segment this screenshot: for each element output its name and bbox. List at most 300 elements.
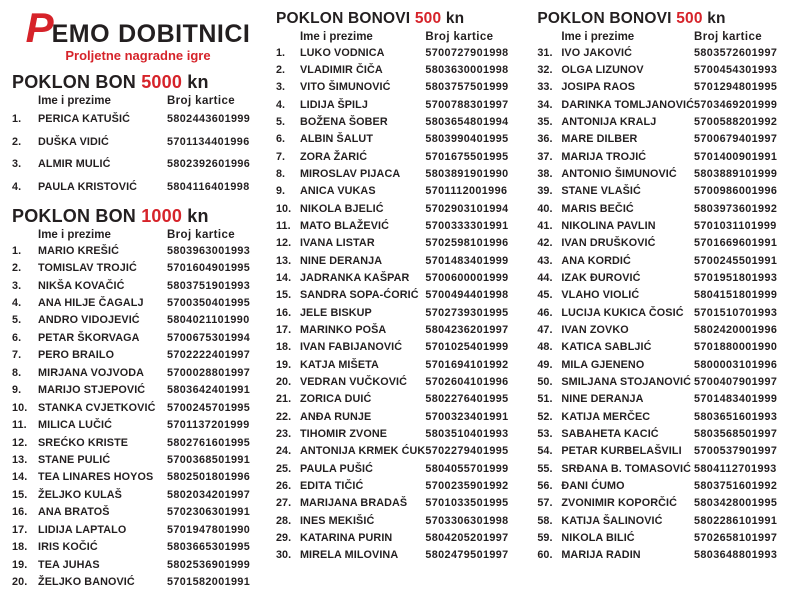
winner-card-number: 5802392601996 bbox=[166, 158, 251, 171]
winner-row bbox=[537, 269, 794, 286]
winner-card-number: 5701134401996 bbox=[166, 135, 250, 148]
winner-name: JELE BISKUP bbox=[299, 306, 372, 319]
winner-row bbox=[537, 547, 794, 564]
winner-name: EDITA TIČIĆ bbox=[299, 479, 364, 492]
section-title-prefix: POKLON BON bbox=[12, 72, 137, 92]
winner-number: 4. bbox=[12, 180, 22, 193]
winner-number: 53. bbox=[537, 427, 553, 440]
winner-card-number: 5803651601993 bbox=[694, 410, 778, 423]
winner-row bbox=[12, 364, 264, 381]
winner-name: IVO JAKOVIĆ bbox=[561, 46, 633, 59]
winner-card-number: 5700333301991 bbox=[425, 219, 509, 232]
winner-row bbox=[537, 529, 794, 546]
winner-row bbox=[537, 148, 794, 165]
winner-card-number: 5701880001990 bbox=[694, 341, 778, 354]
winner-name: STANE PULIĆ bbox=[38, 453, 111, 466]
card-column-header: Broj kartice bbox=[425, 31, 494, 43]
winner-row bbox=[276, 269, 525, 286]
winner-name: MIROSLAV PIJACA bbox=[299, 167, 401, 180]
winner-row bbox=[276, 131, 525, 148]
winner-number: 35. bbox=[537, 115, 553, 128]
winner-number: 22. bbox=[275, 410, 292, 423]
winner-row bbox=[276, 443, 525, 460]
column-right bbox=[537, 8, 794, 566]
winner-card-number: 5702739301995 bbox=[425, 306, 509, 319]
winner-number: 34. bbox=[537, 98, 553, 111]
winner-card-number: 5803963001993 bbox=[166, 244, 251, 257]
winner-name: ANA KORDIĆ bbox=[561, 254, 631, 267]
winner-number: 43. bbox=[537, 254, 553, 267]
winner-card-number: 5800003101996 bbox=[694, 358, 778, 371]
winner-row bbox=[276, 287, 525, 304]
winner-name: ZVONIMIR KOPORČIĆ bbox=[561, 497, 677, 510]
winner-row bbox=[276, 477, 525, 494]
winner-row bbox=[12, 347, 264, 364]
winner-number: 2. bbox=[12, 262, 22, 275]
winner-card-number: 5802443601999 bbox=[166, 113, 251, 126]
section-title-prefix: POKLON BON bbox=[12, 206, 137, 226]
winner-row bbox=[12, 504, 264, 521]
winner-row bbox=[12, 434, 264, 451]
winner-row bbox=[276, 217, 525, 234]
winner-row bbox=[537, 460, 794, 477]
winner-row bbox=[276, 356, 525, 373]
winner-row bbox=[12, 312, 264, 329]
winner-number: 3. bbox=[275, 81, 286, 94]
winner-name: ĐANI ĆUMO bbox=[561, 479, 625, 492]
winner-row bbox=[537, 96, 794, 113]
winner-row bbox=[537, 512, 794, 529]
winner-name: MARE DILBER bbox=[561, 133, 638, 146]
winner-name: VLAHO VIOLIĆ bbox=[561, 289, 640, 302]
winner-name: ZORA ŽARIĆ bbox=[299, 150, 368, 163]
winner-number: 26. bbox=[275, 479, 292, 492]
winner-row bbox=[537, 287, 794, 304]
winner-card-number: 5701675501995 bbox=[425, 150, 509, 163]
winner-name: SMILJANA STOJANOVIĆ bbox=[561, 375, 692, 388]
winner-name: ANDRO VIDOJEVIĆ bbox=[38, 314, 140, 327]
winner-card-number: 5701112001996 bbox=[425, 185, 508, 198]
winner-card-number: 5701582001991 bbox=[166, 576, 251, 589]
winner-row bbox=[537, 183, 794, 200]
winner-number: 5. bbox=[12, 314, 22, 327]
winner-card-number: 5803510401993 bbox=[425, 427, 509, 440]
winner-name: SABAHETA KACIĆ bbox=[561, 427, 659, 440]
winner-card-number: 5700675301994 bbox=[166, 331, 251, 344]
winner-row bbox=[537, 443, 794, 460]
card-column-header: Broj kartice bbox=[166, 229, 236, 241]
winner-number: 59. bbox=[537, 531, 553, 544]
winner-row bbox=[12, 556, 264, 573]
winner-number: 8. bbox=[275, 167, 286, 180]
winner-name: IRIS KOČIĆ bbox=[38, 541, 98, 554]
winner-number: 20. bbox=[12, 576, 28, 589]
winner-number: 31. bbox=[537, 46, 553, 59]
winner-card-number: 5802761601995 bbox=[166, 436, 251, 449]
winner-name: ANA HILJE ČAGALJ bbox=[38, 297, 144, 310]
winner-card-number: 5700600001999 bbox=[425, 271, 509, 284]
winner-row bbox=[537, 79, 794, 96]
winner-card-number: 5803751601992 bbox=[694, 479, 778, 492]
winner-card-number: 5701483401999 bbox=[694, 393, 778, 406]
section-currency: kn bbox=[187, 206, 209, 226]
winner-row bbox=[537, 165, 794, 182]
winner-name: PETAR KURBELAŠVILI bbox=[561, 445, 682, 458]
winner-card-number: 5700028801997 bbox=[166, 366, 251, 379]
winner-row bbox=[12, 451, 264, 468]
winner-number: 7. bbox=[275, 150, 286, 163]
winner-row bbox=[12, 259, 264, 276]
winner-name: IVANA LISTAR bbox=[299, 237, 375, 250]
winner-number: 2. bbox=[275, 63, 286, 76]
section-currency: kn bbox=[187, 72, 209, 92]
winner-row bbox=[276, 148, 525, 165]
winner-number: 10. bbox=[12, 401, 28, 414]
name-column-header: Ime i prezime bbox=[299, 31, 373, 43]
winner-card-number: 5804112701993 bbox=[694, 462, 777, 475]
winner-number: 39. bbox=[537, 185, 553, 198]
winner-row bbox=[276, 235, 525, 252]
winner-number: 25. bbox=[275, 462, 292, 475]
winner-card-number: 5804116401998 bbox=[166, 180, 250, 193]
winner-number: 55. bbox=[537, 462, 553, 475]
winner-number: 57. bbox=[537, 497, 553, 510]
winner-card-number: 5701694101992 bbox=[425, 358, 509, 371]
winner-row bbox=[537, 235, 794, 252]
section-amount: 500 bbox=[414, 10, 442, 27]
winner-name: TEA LINARES HOYOS bbox=[38, 471, 154, 484]
winner-name: MIRJANA VOJVODA bbox=[38, 366, 145, 379]
winner-card-number: 5702598101996 bbox=[425, 237, 509, 250]
winner-row bbox=[12, 486, 264, 503]
name-column-header: Ime i prezime bbox=[38, 229, 111, 241]
winner-row bbox=[276, 460, 525, 477]
winner-card-number: 5700679401997 bbox=[694, 133, 778, 146]
winner-name: LUKO VODNICA bbox=[299, 46, 385, 59]
winner-card-number: 5803757501999 bbox=[425, 81, 509, 94]
winner-name: TOMISLAV TROJIĆ bbox=[38, 262, 137, 275]
winner-name: MATO BLAŽEVIĆ bbox=[299, 219, 390, 232]
winner-name: NIKOLA BJELIĆ bbox=[299, 202, 384, 215]
section-title-bon-1000 bbox=[12, 206, 264, 226]
winner-number: 9. bbox=[275, 185, 286, 198]
winner-row bbox=[537, 339, 794, 356]
winner-number: 42. bbox=[537, 237, 553, 250]
winner-card-number: 5803665301995 bbox=[166, 541, 251, 554]
winner-row bbox=[537, 391, 794, 408]
section-title-prefix: POKLON BONOVI bbox=[537, 10, 672, 27]
winner-card-number: 5700727901998 bbox=[425, 46, 509, 59]
winner-name: PAULA KRISTOVIĆ bbox=[38, 180, 138, 193]
winner-number: 1. bbox=[12, 244, 22, 257]
subtitle: Proljetne nagradne igre bbox=[65, 48, 211, 63]
winner-card-number: 5702604101996 bbox=[425, 375, 509, 388]
winner-card-number: 5702306301991 bbox=[166, 506, 251, 519]
winner-number: 11. bbox=[275, 219, 291, 232]
winner-number: 3. bbox=[12, 158, 22, 171]
winner-name: DARINKA TOMLJANOVIĆ bbox=[561, 98, 694, 111]
column-headers bbox=[537, 30, 794, 44]
winner-name: PAULA PUŠIĆ bbox=[299, 462, 374, 475]
winner-number: 23. bbox=[275, 427, 292, 440]
winner-number: 17. bbox=[12, 523, 28, 536]
winner-list-500-a bbox=[276, 44, 525, 564]
winner-number: 29. bbox=[275, 531, 292, 544]
column-headers bbox=[12, 94, 264, 108]
winner-name: PERO BRAILO bbox=[38, 349, 115, 362]
winner-number: 11. bbox=[12, 419, 27, 432]
winner-card-number: 5702279401995 bbox=[425, 445, 509, 458]
winner-name: JADRANKA KAŠPAR bbox=[299, 271, 410, 284]
winner-name: OLGA LIZUNOV bbox=[561, 63, 644, 76]
winner-name: ANĐA RUNJE bbox=[299, 410, 372, 423]
winner-card-number: 5803891901990 bbox=[425, 167, 509, 180]
winner-row bbox=[537, 44, 794, 61]
winner-row bbox=[12, 108, 264, 131]
winner-row bbox=[12, 521, 264, 538]
winner-name: VEDRAN VUČKOVIĆ bbox=[299, 375, 408, 388]
winner-number: 60. bbox=[537, 549, 553, 562]
winner-number: 24. bbox=[275, 445, 292, 458]
winner-number: 15. bbox=[275, 289, 292, 302]
winner-number: 16. bbox=[275, 306, 292, 319]
winner-name: IVAN FABIJANOVIĆ bbox=[299, 341, 403, 354]
winner-row bbox=[12, 176, 264, 199]
winner-card-number: 5701951801993 bbox=[694, 271, 778, 284]
winner-name: PERICA KATUŠIĆ bbox=[38, 113, 130, 126]
winner-row bbox=[276, 321, 525, 338]
winner-row bbox=[276, 61, 525, 78]
winner-name: KATARINA PURIN bbox=[299, 531, 393, 544]
winner-list-500-b bbox=[537, 44, 794, 564]
card-column-header: Broj kartice bbox=[166, 95, 236, 107]
winner-number: 6. bbox=[275, 133, 286, 146]
winner-name: ANTONIO ŠIMUNOVIĆ bbox=[561, 167, 677, 180]
winner-number: 13. bbox=[275, 254, 292, 267]
winner-number: 12. bbox=[12, 436, 28, 449]
winner-number: 13. bbox=[12, 453, 28, 466]
winner-card-number: 5803568501997 bbox=[694, 427, 778, 440]
winner-number: 32. bbox=[537, 63, 553, 76]
winner-name: BOŽENA ŠOBER bbox=[299, 115, 388, 128]
winner-number: 1. bbox=[275, 46, 286, 59]
winner-name: NIKOLA BILIĆ bbox=[561, 531, 635, 544]
winner-card-number: 5701025401999 bbox=[425, 341, 509, 354]
winner-row bbox=[276, 304, 525, 321]
winner-name: IVAN DRUŠKOVIĆ bbox=[561, 237, 656, 250]
winner-list-5000 bbox=[12, 108, 264, 198]
winner-row bbox=[12, 399, 264, 416]
winner-number: 36. bbox=[537, 133, 553, 146]
winner-card-number: 5803642401991 bbox=[166, 384, 251, 397]
winner-number: 41. bbox=[537, 219, 553, 232]
winner-card-number: 5700407901997 bbox=[694, 375, 778, 388]
winner-card-number: 5701510701993 bbox=[694, 306, 778, 319]
winner-row bbox=[276, 183, 525, 200]
winner-number: 10. bbox=[275, 202, 292, 215]
winner-name: KATIJA ŠALINOVIĆ bbox=[561, 514, 663, 527]
winner-name: ANA BRATOŠ bbox=[38, 506, 110, 519]
winner-name: MILA GJENENO bbox=[561, 358, 645, 371]
winner-number: 28. bbox=[275, 514, 292, 527]
winner-row bbox=[276, 96, 525, 113]
winner-number: 4. bbox=[12, 297, 22, 310]
winner-card-number: 5802501801996 bbox=[166, 471, 251, 484]
winner-number: 18. bbox=[275, 341, 292, 354]
winner-number: 14. bbox=[12, 471, 28, 484]
winner-name: ŽELJKO BANOVIĆ bbox=[38, 576, 135, 589]
winner-number: 40. bbox=[537, 202, 553, 215]
winner-row bbox=[537, 425, 794, 442]
winner-card-number: 5701400901991 bbox=[694, 150, 778, 163]
winner-name: STANKA CVJETKOVIĆ bbox=[38, 401, 156, 414]
winner-name: NINE DERANJA bbox=[561, 393, 644, 406]
winner-number: 5. bbox=[275, 115, 286, 128]
winner-card-number: 5802536901999 bbox=[166, 558, 251, 571]
winner-number: 51. bbox=[537, 393, 553, 406]
winner-name: SRĐANA B. TOMASOVIĆ bbox=[561, 462, 691, 475]
winner-card-number: 5803630001998 bbox=[425, 63, 509, 76]
winner-row bbox=[276, 44, 525, 61]
section-currency: kn bbox=[707, 10, 726, 27]
winner-name: MILICA LUČIĆ bbox=[38, 419, 112, 432]
winner-number: 2. bbox=[12, 135, 22, 148]
winner-number: 19. bbox=[12, 558, 28, 571]
winner-card-number: 5804205201997 bbox=[425, 531, 509, 544]
section-title-bonovi-500-b bbox=[537, 10, 794, 28]
winner-number: 30. bbox=[275, 549, 292, 562]
winner-name: ALBIN ŠALUT bbox=[299, 133, 374, 146]
winner-name: IVAN ZOVKO bbox=[561, 323, 629, 336]
winner-number: 46. bbox=[537, 306, 553, 319]
winner-name: DUŠKA VIDIĆ bbox=[38, 135, 109, 148]
winner-number: 15. bbox=[12, 488, 28, 501]
winner-name: MARIO KREŠIĆ bbox=[38, 244, 119, 257]
name-column-header: Ime i prezime bbox=[561, 31, 635, 43]
winner-name: NINE DERANJA bbox=[299, 254, 383, 267]
winner-row bbox=[12, 153, 264, 176]
winner-number: 47. bbox=[537, 323, 553, 336]
pemo-logo-emo: EMO bbox=[51, 20, 111, 48]
winner-row bbox=[276, 547, 525, 564]
winner-row bbox=[276, 512, 525, 529]
winner-number: 52. bbox=[537, 410, 553, 423]
winner-card-number: 5700323401991 bbox=[425, 410, 509, 423]
winner-name: LIDIJA ŠPILJ bbox=[299, 98, 368, 111]
winner-number: 45. bbox=[537, 289, 553, 302]
winner-number: 56. bbox=[537, 479, 553, 492]
winner-row bbox=[276, 408, 525, 425]
winner-row bbox=[537, 356, 794, 373]
winner-card-number: 5700537901997 bbox=[694, 445, 778, 458]
winner-number: 6. bbox=[12, 331, 22, 344]
winner-name: ANICA VUKAS bbox=[299, 185, 376, 198]
winner-name: ANTONIJA KRMEK ĆUK bbox=[299, 445, 426, 458]
winner-row bbox=[12, 416, 264, 433]
winner-name: KATICA SABLJIĆ bbox=[561, 341, 652, 354]
winner-name: MARIJO STJEPOVIĆ bbox=[38, 384, 146, 397]
winner-name: TIHOMIR ZVONE bbox=[299, 427, 388, 440]
winner-number: 9. bbox=[12, 384, 22, 397]
section-title-bonovi-500-a bbox=[276, 10, 525, 28]
winner-card-number: 5803572601997 bbox=[694, 46, 778, 59]
winner-card-number: 5700235901992 bbox=[425, 479, 509, 492]
winner-name: LUCIJA KUKICA ČOSIĆ bbox=[561, 306, 684, 319]
section-amount: 500 bbox=[676, 10, 703, 27]
winner-name: MARIJANA BRADAŠ bbox=[299, 497, 408, 510]
winner-name: ŽELJKO KULAŠ bbox=[38, 488, 122, 501]
winner-number: 44. bbox=[537, 271, 553, 284]
winner-row bbox=[12, 294, 264, 311]
winner-name: STANE VLAŠIĆ bbox=[561, 185, 641, 198]
winner-card-number: 5701669601991 bbox=[694, 237, 778, 250]
winner-row bbox=[12, 469, 264, 486]
section-title-prefix: POKLON BONOVI bbox=[275, 10, 411, 27]
winner-card-number: 5701294801995 bbox=[694, 81, 778, 94]
winner-number: 18. bbox=[12, 541, 28, 554]
winner-number: 7. bbox=[12, 349, 22, 362]
winner-name: ANTONIJA KRALJ bbox=[561, 115, 657, 128]
winner-row bbox=[276, 425, 525, 442]
winner-number: 38. bbox=[537, 167, 553, 180]
winner-row bbox=[537, 477, 794, 494]
card-column-header: Broj kartice bbox=[694, 31, 763, 43]
winner-row bbox=[276, 113, 525, 130]
column-middle bbox=[276, 8, 525, 566]
winner-card-number: 5803428001995 bbox=[694, 497, 778, 510]
winner-name: MARIJA RADIN bbox=[561, 549, 641, 562]
winner-card-number: 5702222401997 bbox=[166, 349, 251, 362]
winner-card-number: 5802286101991 bbox=[694, 514, 778, 527]
winner-row bbox=[276, 373, 525, 390]
winner-card-number: 5803973601992 bbox=[694, 202, 778, 215]
winner-row bbox=[537, 321, 794, 338]
winner-row bbox=[12, 538, 264, 555]
winner-row bbox=[12, 242, 264, 259]
winner-card-number: 5701033501995 bbox=[425, 497, 509, 510]
winner-row bbox=[12, 573, 264, 590]
winner-row bbox=[537, 113, 794, 130]
winner-number: 21. bbox=[275, 393, 292, 406]
pemo-logo-p: P bbox=[25, 4, 54, 51]
winner-card-number: 5802276401995 bbox=[425, 393, 509, 406]
winner-card-number: 5700788301997 bbox=[425, 98, 509, 111]
winner-row bbox=[537, 217, 794, 234]
winner-name: VLADIMIR ČIČA bbox=[299, 63, 383, 76]
winner-name: TEA JUHAS bbox=[38, 558, 100, 571]
winner-card-number: 5802479501997 bbox=[425, 549, 509, 562]
winner-card-number: 5703306301998 bbox=[425, 514, 509, 527]
winner-name: SANDRA SOPA-ĆORIĆ bbox=[299, 289, 419, 302]
winner-card-number: 5702903101994 bbox=[425, 202, 509, 215]
winner-row bbox=[276, 200, 525, 217]
winner-row bbox=[12, 329, 264, 346]
winner-name: KATIJA MERČEC bbox=[561, 410, 651, 423]
winner-row bbox=[537, 131, 794, 148]
winner-name: VITO ŠIMUNOVIĆ bbox=[299, 81, 391, 94]
winner-number: 17. bbox=[275, 323, 292, 336]
winner-number: 54. bbox=[537, 445, 553, 458]
section-amount: 5000 bbox=[141, 72, 183, 92]
winner-row bbox=[276, 529, 525, 546]
winner-card-number: 5803654801994 bbox=[425, 115, 509, 128]
winner-list-1000 bbox=[12, 242, 264, 591]
winner-row bbox=[276, 391, 525, 408]
winner-card-number: 5700368501991 bbox=[166, 453, 251, 466]
winner-number: 37. bbox=[537, 150, 553, 163]
winner-name: PETAR ŠKORVAGA bbox=[38, 331, 140, 344]
winner-card-number: 5703469201999 bbox=[694, 98, 778, 111]
